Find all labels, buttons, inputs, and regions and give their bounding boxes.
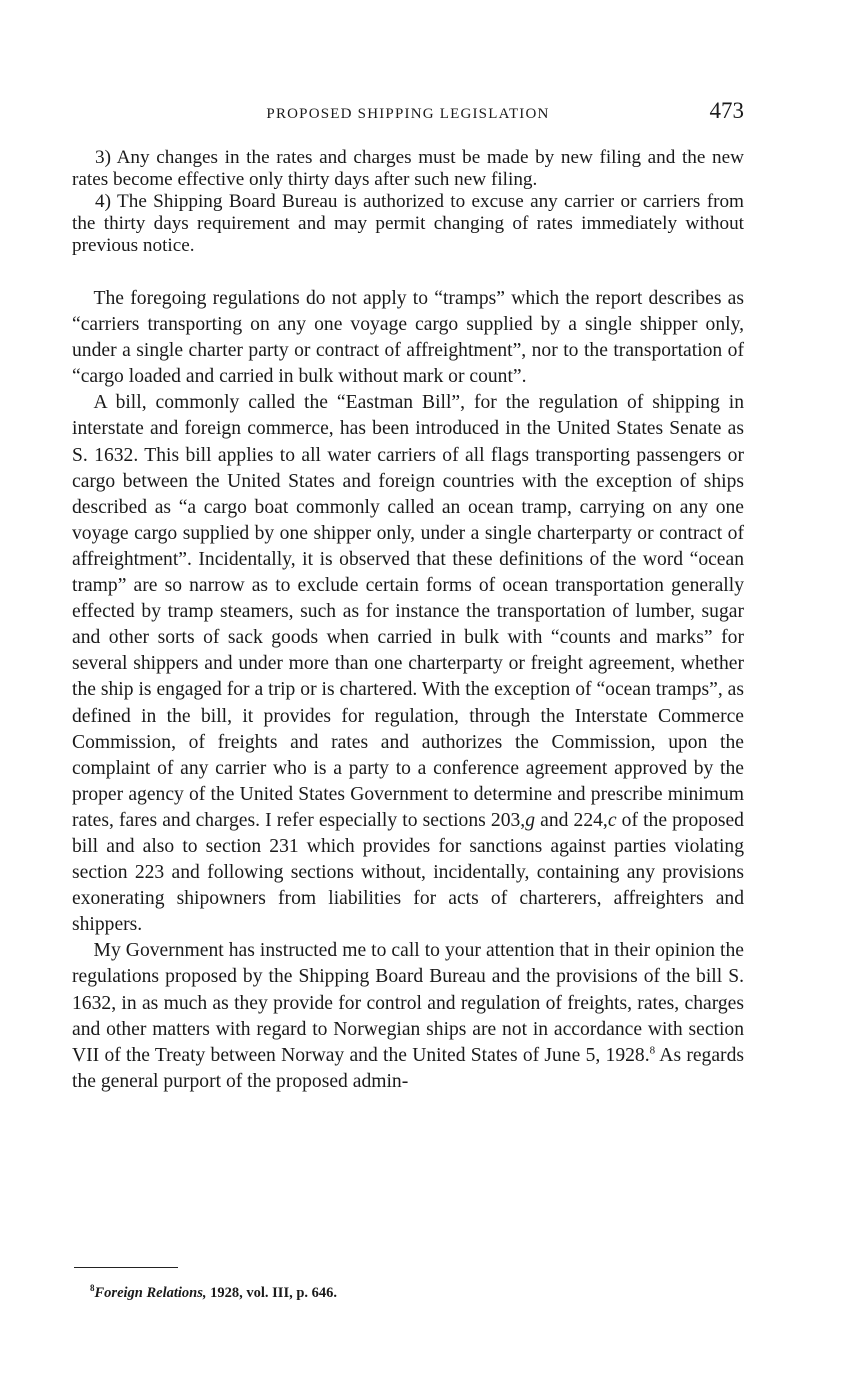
footnote-marker: 8	[90, 1283, 95, 1293]
running-title: PROPOSED SHIPPING LEGISLATION	[266, 106, 550, 122]
page-header	[72, 98, 744, 130]
footnote	[90, 1283, 337, 1302]
section-letter: g	[525, 809, 535, 831]
paragraph-text: My Government has instructed me to call to your attention that in their opinion the regulations proposed by the Shipping Board Bureau and the provisions of the bill S. 1632, in as much as they provide for control and regulation of freights, rates, charges and other matters with regard to Norwegian ships are not in accordance with section VII of the Treaty between Norway and the United States of June 5, 1928.	[72, 940, 744, 1066]
paragraph-text: of the proposed bill and also to section 231 which provides for sanctions against parties violating section 223 and following sections without, incidentally, containing any provisions exonerating shipowners from liabilities for acts of charterers, affreighters and shippers.	[72, 809, 744, 936]
paragraph-government	[72, 938, 744, 1095]
section-letter: c	[607, 809, 617, 831]
paragraph-text: A bill, commonly called the “Eastman Bill”, for the regulation of shipping in interstate and foreign commerce, has been introduced in the United States Senate as S. 1632. This bill applies to all water carriers of all flags transporting passengers or cargo between the United States and foreign countries with the exception of ships described as “a cargo boat commonly called an ocean tramp, carrying on any one voyage cargo supplied by one shipper only, under a single charterparty or contract of affreightment”. Incidentally, it is observed that these definitions of the word “ocean tramp” are so narrow as to exclude certain forms of ocean transportation generally effected by tramp steamers, such as for instance the transportation of lumber, sugar and other sorts of sack goods when carried in bulk with “counts and marks” for several shippers and under more than one charterparty or freight agreement, whether the ship is engaged for a trip or is chartered. With the exception of “ocean tramps”, as defined in the bill, it provides for regulation, through the Interstate Commerce Commission, of freights and rates and authorizes the Commission, upon the complaint of any carrier who is a party to a conference agreement approved by the proper agency of the United States Government to determine and prescribe minimum rates, fares and charges. I refer especially to sections 203,	[72, 392, 744, 831]
page-number: 473	[709, 98, 744, 123]
footnote-citation: 1928, vol. III, p. 646.	[206, 1284, 338, 1301]
list-item: 3) Any changes in the rates and charges must be made by new filing and the new rates become effective only thirty days after such new filing.	[72, 147, 744, 190]
body-text	[72, 286, 744, 1095]
footnote-source-title: Foreign Relations,	[94, 1284, 207, 1301]
paragraph-text: As regards the general purport of the proposed admin-	[72, 1044, 744, 1092]
regulation-list	[72, 147, 744, 257]
paragraph-text: and 224,	[535, 809, 608, 831]
footnote-reference: 8	[649, 1044, 656, 1057]
list-item: 4) The Shipping Board Bureau is authorized to excuse any carrier or carriers from the thirty days requirement and may permit changing of rates immediately without previous notice.	[72, 191, 744, 256]
footnote-divider	[74, 1267, 178, 1268]
paragraph-eastman-bill	[72, 390, 744, 938]
paragraph-tramps: The foregoing regulations do not apply to “tramps” which the report describes as “carriers transporting on any one voyage cargo supplied by a single shipper only, under a single charter party or contract of affreightment”, nor to the transportation of “cargo loaded and carried in bulk without mark or count”.	[72, 288, 744, 388]
